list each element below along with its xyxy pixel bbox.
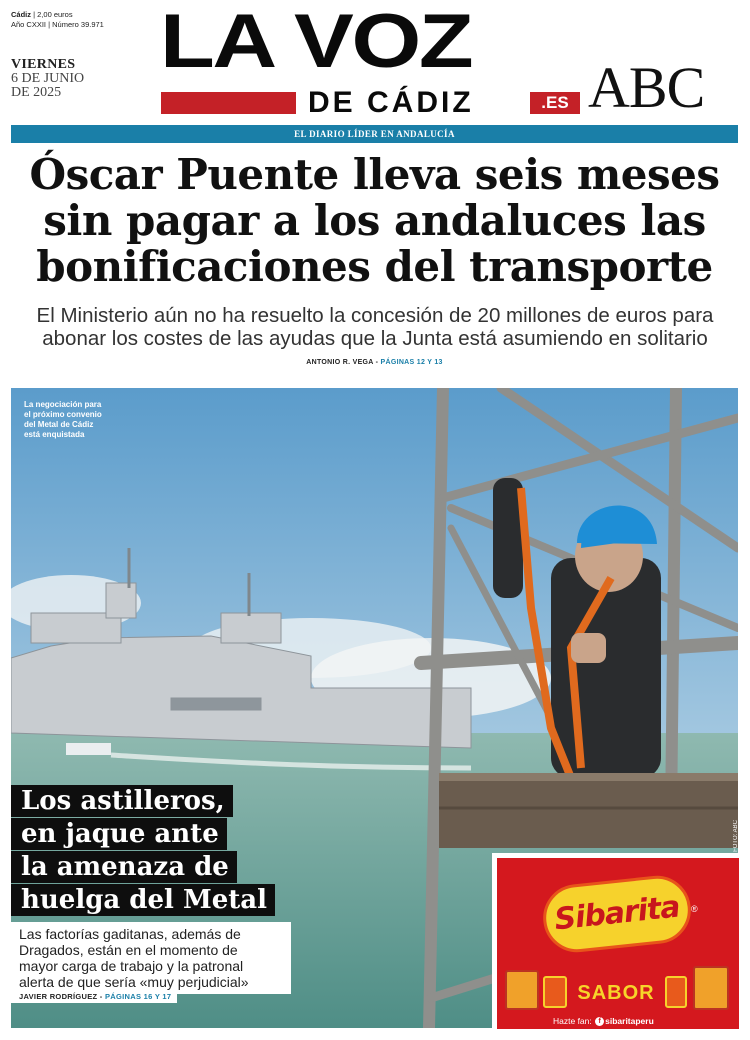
caption-line: La negociación para bbox=[24, 400, 102, 409]
issue-date bbox=[11, 58, 84, 100]
byline-separator: - bbox=[97, 992, 105, 1001]
main-byline-author: ANTONIO R. VEGA bbox=[306, 359, 374, 366]
headline-line: bonificaciones del transporte bbox=[36, 242, 713, 291]
story-text-line: Las factorías gaditanas, además de bbox=[19, 926, 241, 942]
ad-panel bbox=[497, 858, 739, 1029]
edition-number: Año CXXII | Número 39.971 bbox=[11, 20, 104, 29]
masthead-logo-es: .ES bbox=[530, 92, 580, 114]
story-text-line: Dragados, están en el momento de bbox=[19, 942, 238, 958]
product-pack-icon bbox=[543, 976, 567, 1008]
abc-logo: ABC bbox=[588, 55, 705, 120]
product-pack-icon bbox=[665, 976, 687, 1008]
edition-price: 2,00 euros bbox=[37, 10, 73, 19]
registered-mark: ® bbox=[691, 904, 698, 914]
second-byline-author: JAVIER RODRÍGUEZ bbox=[19, 992, 98, 1001]
second-byline bbox=[11, 990, 177, 1003]
main-headline[interactable] bbox=[11, 152, 738, 290]
byline-separator: - bbox=[373, 359, 381, 366]
subhead-line: El Ministerio aún no ha resuelto la concesión de 20 millones de euros para bbox=[36, 304, 714, 327]
product-pack-icon bbox=[693, 966, 729, 1010]
second-headline-line[interactable]: Los astilleros, bbox=[11, 785, 233, 817]
masthead-red-bar bbox=[161, 92, 296, 114]
story-text-line: alerta de que sería «muy perjudicial» bbox=[19, 974, 249, 990]
second-headline-line[interactable]: huelga del Metal bbox=[11, 884, 275, 916]
sibarita-logo bbox=[540, 872, 694, 955]
masthead-logo-la-voz: LA VOZ bbox=[160, 0, 472, 84]
issue-weekday: VIERNES bbox=[11, 57, 76, 72]
product-pack-icon bbox=[505, 970, 539, 1010]
caption-line: del Metal de Cádiz bbox=[24, 420, 94, 429]
photo-caption bbox=[24, 400, 124, 440]
sibarita-advertisement[interactable] bbox=[492, 853, 744, 1034]
ad-brand-name: Sibarita bbox=[552, 889, 682, 938]
ad-sabor-text: SABOR bbox=[577, 982, 655, 1004]
issue-date-line1: 6 DE JUNIO bbox=[11, 71, 85, 86]
main-byline bbox=[11, 359, 738, 366]
main-byline-pages[interactable]: PÁGINAS 12 Y 13 bbox=[380, 359, 443, 366]
second-story-text bbox=[11, 922, 291, 994]
wooden-platform bbox=[439, 773, 738, 848]
masthead-logo-de-cadiz: DE CÁDIZ bbox=[308, 86, 474, 119]
ad-social-line bbox=[553, 1016, 654, 1026]
headline-line: sin pagar a los andaluces las bbox=[43, 196, 706, 245]
second-headline-line[interactable]: en jaque ante bbox=[11, 818, 227, 850]
headline-line: Óscar Puente lleva seis meses bbox=[29, 150, 720, 199]
small-boat bbox=[66, 743, 111, 755]
second-headline-line[interactable]: la amenaza de bbox=[11, 851, 237, 883]
caption-line: el próximo convenio bbox=[24, 410, 102, 419]
tagline-bar: EL DIARIO LÍDER EN ANDALUCÍA bbox=[11, 125, 738, 143]
main-subheadline bbox=[8, 304, 742, 350]
issue-date-line2: DE 2025 bbox=[11, 85, 62, 100]
ad-fan-handle: sibaritaperu bbox=[605, 1016, 654, 1026]
ad-fan-prefix: Hazte fan: bbox=[553, 1016, 592, 1026]
edition-info: Cádiz | 2,00 euros Año CXXII | Número 39.971 bbox=[11, 10, 104, 29]
subhead-line: abonar los costes de las ayudas que la Junta está asumiendo en solitario bbox=[42, 327, 708, 350]
photo-credit: FOTO: ABC bbox=[733, 820, 739, 852]
story-text-line: mayor carga de trabajo y la patronal bbox=[19, 958, 244, 974]
facebook-icon: f bbox=[595, 1017, 604, 1026]
second-byline-pages[interactable]: PÁGINAS 16 Y 17 bbox=[105, 992, 172, 1001]
edition-city: Cádiz bbox=[11, 10, 32, 19]
caption-line: está enquistada bbox=[24, 430, 85, 439]
